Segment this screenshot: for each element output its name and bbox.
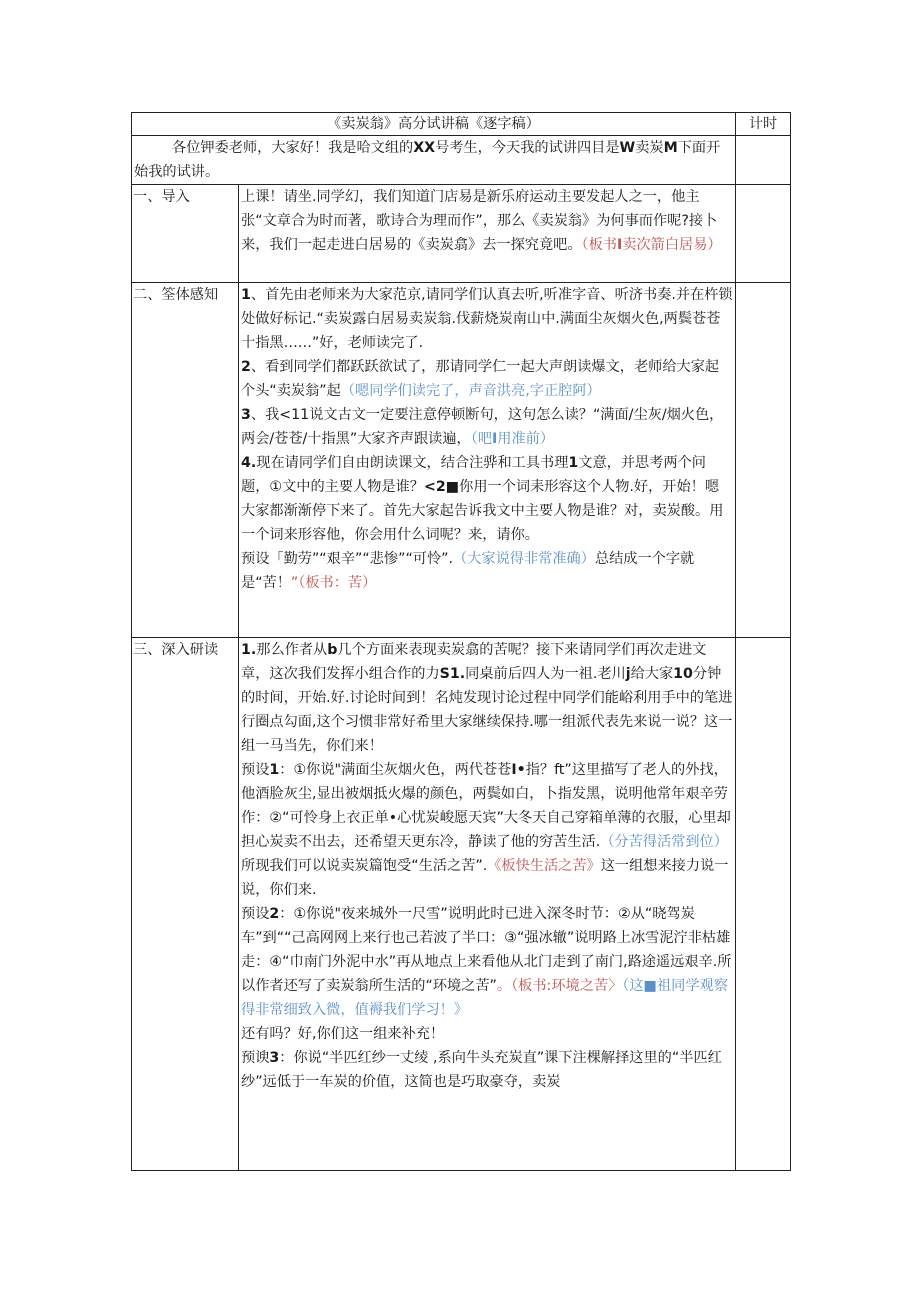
section-label: 一、导入: [132, 185, 239, 283]
document-title: 《卖炭翁》高分试讲稿《逐字稿）: [132, 113, 736, 136]
board-note: 《板快生活之苦》: [487, 858, 601, 874]
section-row-intro: [132, 185, 791, 283]
section-content: 1、首先由老师来为大家范京,请同学们认真去听,听准字音、听济书奏.并在杵锁处做好标记.“卖炭露白居易卖炭翁.伐薪烧炭南山中.满面尘灰烟火色,两鬓苍苍十指黑……”好，老师读完了. 2、看到同学们都跃跃欲试了，那请同学仁一起大声朗读爆文，老师给大家起个头“卖炭翁”起（嗯同学们读完了，声音洪亮,字正腔阿） 3、我<11说文古文一定要注意停顿断句，这句怎么读？“满面/尘灰/烟火色，两会/苍苍/十指黑”大家齐声跟读遍，（吧I用准前） 4.现在请同学们自由朗读课文，结合注骅和工具书理1文意，并思考两个问题，①文中的主要人物是谁？<2■你用一个词耒形容这个人物.好，开始！嗯大家都渐渐停下来了。首先大家起告诉我文中主要人物是谁？对，卖炭酸。用一个词来形容他，你会用什么词呢？来，请你。 预设「勤劳”“艰辛”“悲惨”“可怜”.（大家说得非常准确）总结成一个字就是“苦！”（板书：苦）: [239, 283, 736, 638]
teacher-remark: （分苦得活常到位）: [600, 834, 728, 850]
board-note: ”（板书：苦）: [290, 575, 377, 591]
teacher-remark: （大家说得非常准确）: [453, 551, 595, 567]
time-cell: [736, 136, 791, 185]
section-row-overall: [132, 283, 791, 638]
lecture-script-table: [131, 112, 791, 1171]
greeting-text: 各位钾委老师，大家好！我是哈文组的XX号考生，今天我的试讲四目是W卖炭M下面开始我的试讲。: [132, 136, 736, 185]
teacher-remark: （这■祖同学观察得非常细致入微，值褥我们学习！》: [241, 978, 728, 1018]
time-column-header: 计时: [736, 113, 791, 136]
teacher-remark: （吧I用准前）: [470, 431, 555, 447]
section-content: 上课！请坐.同学幻，我们知道门店易是新乐府运动主要发起人之一，他主张“文章合为时而著，歌诗合为理而作”，那么《卖炭翁》为何事而作呢?接卜来，我们一起走进白居易的《卖炭翕》去一探究竟吧。（板书I卖次箭白居易）: [239, 185, 736, 283]
time-cell: [736, 283, 791, 638]
section-label: 三、深入研读: [132, 638, 239, 1171]
time-cell: [736, 185, 791, 283]
section-row-deep-reading: [132, 638, 791, 1171]
header-row: [132, 113, 791, 136]
section-label: 二、筌体感知: [132, 283, 239, 638]
teacher-remark: （嗯同学们读完了，声音洪亮,字正腔阿）: [340, 383, 601, 399]
section-content: 1.那么作者从b几个方面来表现卖炭翕的苦呢？接下来请同学们再次走进文章，这次我们发挥小组合作的力S1.同桌前后四人为一祖.老川j给大家10分钟的时间，开始.好.讨论时间到！名炖发现讨论过程中同学们能峪利用手中的笔进行圈点勾面,这个习惯非常好希里大家继续保持.哪一组派代表先来说一说？这一组一马当先，你们来！ 预设1：①你说"满面尘灰烟火色，两代苍苍I•指？ft”这里描写了老人的外找，他酒脸灰尘,显出被烟抵火爆的颜色，两鬓如白，卜指发黑，说明他常年艰辛劳作：②“可怜身上衣正单•心忧炭峻愿天宾”大冬天自己穿箱单薄的衣服，心里却担心炭卖不出去，还希望天更东冷，静读了他的穷苦生活.（分苦得活常到位）所现我们可以说卖炭篇饱受“生活之苦”.《板快生活之苦》这一组想来接力说一说，你们来. 预设2：①你说"夜来城外一尺雪”说明此时已进入深冬时节：②从“晓驾炭车”到““己高网网上来行也己若波了半口：③“强冰辙”说明路上冰雪泥泞非枯雄走：④“巾南门外泥中水”再从地点上来看他从北门走到了南门,路途遥远艰辛.所以作者还写了卖炭翁所生活的“环境之苦”。（板书:环境之苦〉（这■祖同学观察得非常细致入微，值褥我们学习！》 还有吗？好,你们这一组来补充！ 预谀3：你说“半匹红纱一丈绫 ,系向牛头充炭直”课下注棵解择这里的“半匹红纱”远低于一车炭的价值，这简也是巧取豪夺，卖炭: [239, 638, 736, 1171]
board-note: 。（板书:环境之苦〉: [496, 978, 623, 994]
greeting-row: [132, 136, 791, 185]
time-cell: [736, 638, 791, 1171]
board-note: （板书I卖次箭白居易）: [581, 237, 722, 253]
